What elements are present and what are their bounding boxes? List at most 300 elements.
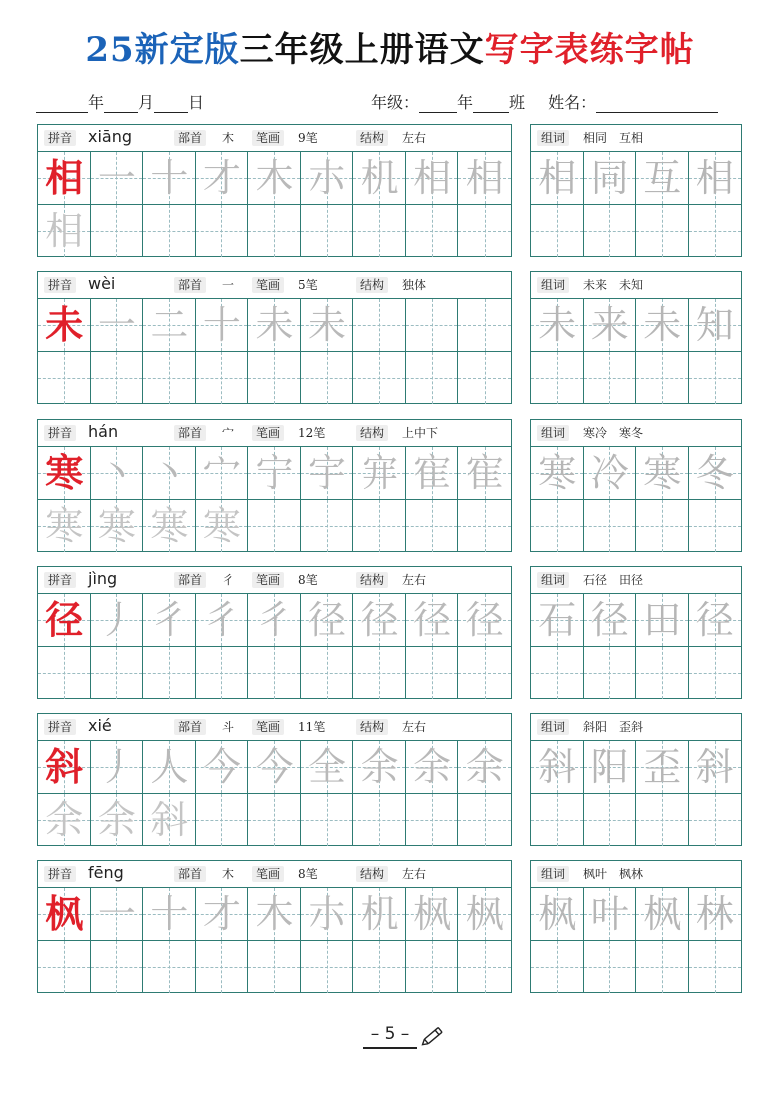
- structure-value: 独体: [402, 278, 427, 292]
- character-info-bar: [38, 420, 511, 447]
- practice-grid-cell[interactable]: [38, 941, 91, 993]
- stroke-order-step: 寉: [465, 451, 504, 495]
- word-card: [530, 860, 742, 993]
- trace-character: 寒: [97, 504, 136, 548]
- grid-guide-v: [432, 299, 433, 351]
- name-label: 姓名：: [548, 93, 597, 112]
- grid-guide-v: [432, 352, 433, 404]
- practice-grid-cell[interactable]: [91, 647, 144, 699]
- practice-grid-cell[interactable]: [196, 794, 249, 846]
- character-info-bar: [38, 272, 511, 299]
- practice-grid-cell[interactable]: [143, 941, 196, 993]
- pinyin-value: wèi: [88, 274, 116, 293]
- grid-guide-v: [715, 205, 716, 257]
- grid-guide-v: [485, 794, 486, 846]
- practice-grid-cell[interactable]: [406, 941, 459, 993]
- stroke-order-step: 未: [255, 303, 294, 347]
- grid-guide-v: [557, 205, 558, 257]
- character-card: [37, 419, 512, 552]
- grid-guide-v: [379, 352, 380, 404]
- grid-guide-v: [432, 647, 433, 699]
- title-grade: 三年级上册语文: [239, 30, 485, 70]
- strokes-label: 笔画: [252, 425, 284, 441]
- word-trace-character: 相: [538, 156, 577, 200]
- word-trace-character: 歪: [643, 745, 682, 789]
- word-grid-cell[interactable]: [531, 205, 584, 257]
- stroke-order-step: 一: [97, 303, 136, 347]
- word-card: [530, 713, 742, 846]
- stroke-order-step: 彳: [255, 598, 294, 642]
- stroke-order-step: 朩: [308, 892, 347, 936]
- practice-grid-cell[interactable]: [196, 647, 249, 699]
- practice-grid-cell[interactable]: [301, 352, 354, 404]
- stroke-order-step: 径: [308, 598, 347, 642]
- radical-label: 部首: [174, 866, 206, 882]
- stroke-order-step: 寉: [413, 451, 452, 495]
- pinyin-label: 拼音: [44, 572, 76, 588]
- structure-value: 上中下: [402, 426, 439, 440]
- practice-row: [38, 647, 511, 699]
- pencil-icon: [420, 1024, 448, 1046]
- stroke-order-step: 丿: [97, 745, 136, 789]
- strokes-label: 笔画: [252, 572, 284, 588]
- word-grid-cell[interactable]: [584, 205, 637, 257]
- structure-value: 左右: [402, 573, 427, 587]
- stroke-order-step: 二: [150, 303, 189, 347]
- stroke-order-step: 机: [360, 892, 399, 936]
- radical-label: 部首: [174, 572, 206, 588]
- stroke-order-step: 彳: [150, 598, 189, 642]
- stroke-order-step: 相: [465, 156, 504, 200]
- word-grid-cell[interactable]: [636, 941, 689, 993]
- practice-grid-cell[interactable]: [38, 352, 91, 404]
- structure-label: 结构: [356, 130, 388, 146]
- practice-grid-cell[interactable]: [458, 205, 511, 257]
- word-trace-character: 石: [538, 598, 577, 642]
- grid-guide-v: [432, 794, 433, 846]
- practice-grid-cell[interactable]: [406, 205, 459, 257]
- grid-guide-v: [662, 941, 663, 993]
- grid-guide-v: [64, 647, 65, 699]
- word-info-bar: [531, 714, 741, 741]
- page-number: – 5 –: [363, 1024, 418, 1049]
- word-trace-character: 来: [590, 303, 629, 347]
- word-trace-character: 斜: [695, 745, 734, 789]
- title-type: 写字表练字帖: [484, 30, 695, 70]
- stroke-order-step: 彳: [202, 598, 241, 642]
- practice-grid-cell[interactable]: [248, 205, 301, 257]
- word-trace-character: 径: [695, 598, 734, 642]
- practice-grid-cell[interactable]: [301, 941, 354, 993]
- word-trace-character: 枫: [643, 892, 682, 936]
- grid-guide-v: [557, 647, 558, 699]
- practice-grid-cell[interactable]: [406, 794, 459, 846]
- words-label: 组词: [537, 130, 569, 146]
- practice-grid-cell[interactable]: [458, 941, 511, 993]
- word-info-bar: [531, 272, 741, 299]
- grid-guide-v: [327, 352, 328, 404]
- words-label: 组词: [537, 425, 569, 441]
- class-blank[interactable]: [473, 96, 509, 113]
- character-card: [37, 860, 512, 993]
- word-trace-character: 田: [643, 598, 682, 642]
- radical-label: 部首: [174, 277, 206, 293]
- month-label: 月: [138, 93, 155, 112]
- words-value: 寒冷 寒冬: [583, 426, 644, 440]
- stroke-order-step: 余: [360, 745, 399, 789]
- practice-grid-cell[interactable]: [406, 299, 459, 351]
- grid-guide-v: [379, 500, 380, 552]
- stroke-order-step: 今: [255, 745, 294, 789]
- stroke-order-step: 十: [202, 303, 241, 347]
- grid-guide-v: [274, 205, 275, 257]
- character-card: [37, 271, 512, 404]
- practice-grid-cell[interactable]: [353, 500, 406, 552]
- grade-label: 年级：: [371, 93, 420, 112]
- page-footer: [0, 1024, 780, 1049]
- word-grid-cell[interactable]: [584, 794, 637, 846]
- practice-grid-cell[interactable]: [196, 352, 249, 404]
- stroke-order-step: 今: [202, 745, 241, 789]
- word-grid-cell[interactable]: [531, 647, 584, 699]
- strokes-label: 笔画: [252, 277, 284, 293]
- stroke-order-step: 余: [413, 745, 452, 789]
- grid-guide-v: [379, 941, 380, 993]
- grid-guide-v: [609, 794, 610, 846]
- practice-grid-cell[interactable]: [248, 941, 301, 993]
- word-grid-cell[interactable]: [636, 500, 689, 552]
- practice-grid-cell[interactable]: [301, 647, 354, 699]
- practice-grid-cell[interactable]: [353, 299, 406, 351]
- grid-guide-v: [327, 205, 328, 257]
- word-card: [530, 124, 742, 257]
- stroke-order-step: 十: [150, 156, 189, 200]
- practice-grid-cell[interactable]: [353, 794, 406, 846]
- structure-label: 结构: [356, 425, 388, 441]
- grid-guide-v: [327, 647, 328, 699]
- practice-grid-cell[interactable]: [248, 500, 301, 552]
- grid-guide-v: [327, 794, 328, 846]
- grid-guide-v: [327, 500, 328, 552]
- practice-grid-cell[interactable]: [91, 941, 144, 993]
- grid-guide-v: [221, 941, 222, 993]
- model-character: 相: [45, 155, 84, 200]
- pinyin-value: jìng: [88, 569, 118, 588]
- pinyin-value: xié: [88, 716, 112, 735]
- structure-label: 结构: [356, 572, 388, 588]
- practice-grid-cell[interactable]: [458, 500, 511, 552]
- practice-grid-cell[interactable]: [406, 647, 459, 699]
- stroke-order-step: 径: [360, 598, 399, 642]
- stroke-order-step: 宑: [360, 451, 399, 495]
- grid-guide-v: [379, 205, 380, 257]
- words-value: 枫叶 枫林: [583, 867, 644, 881]
- name-blank[interactable]: [596, 96, 718, 113]
- stroke-order-step: 未: [308, 303, 347, 347]
- pinyin-value: fēng: [88, 863, 124, 882]
- grid-guide-v: [116, 647, 117, 699]
- pinyin-value: xiāng: [88, 127, 133, 146]
- practice-row: [38, 352, 511, 404]
- words-label: 组词: [537, 277, 569, 293]
- word-grid-cell[interactable]: [531, 500, 584, 552]
- word-trace-character: 寒: [643, 451, 682, 495]
- stroke-order-step: 丶: [97, 451, 136, 495]
- pinyin-label: 拼音: [44, 425, 76, 441]
- word-card: [530, 566, 742, 699]
- character-card: [37, 713, 512, 846]
- word-grid-cell[interactable]: [531, 941, 584, 993]
- structure-label: 结构: [356, 719, 388, 735]
- practice-grid-cell[interactable]: [248, 352, 301, 404]
- practice-grid-cell[interactable]: [458, 647, 511, 699]
- grid-guide-v: [609, 647, 610, 699]
- trace-character: 寒: [202, 504, 241, 548]
- model-character: 寒: [45, 450, 84, 495]
- practice-grid-cell[interactable]: [196, 205, 249, 257]
- trace-character: 相: [45, 209, 84, 253]
- grid-guide-v: [557, 794, 558, 846]
- grid-guide-v: [379, 299, 380, 351]
- practice-grid-cell[interactable]: [353, 941, 406, 993]
- radical-value: 一: [222, 278, 235, 292]
- word-grid-cell[interactable]: [584, 647, 637, 699]
- practice-grid-cell[interactable]: [91, 205, 144, 257]
- practice-grid-cell[interactable]: [353, 647, 406, 699]
- word-grid-cell[interactable]: [689, 941, 742, 993]
- practice-grid-cell[interactable]: [38, 647, 91, 699]
- grade-blank[interactable]: [419, 96, 457, 113]
- word-trace-character: 寒: [538, 451, 577, 495]
- practice-grid-cell[interactable]: [458, 794, 511, 846]
- pinyin-label: 拼音: [44, 130, 76, 146]
- structure-value: 左右: [402, 867, 427, 881]
- grid-guide-v: [274, 647, 275, 699]
- word-grid-cell[interactable]: [584, 941, 637, 993]
- character-card: [37, 124, 512, 257]
- stroke-order-step: 丶: [150, 451, 189, 495]
- word-grid-cell[interactable]: [636, 794, 689, 846]
- character-info-bar: [38, 125, 511, 152]
- stroke-order-step: 一: [97, 892, 136, 936]
- grid-guide-v: [432, 941, 433, 993]
- grid-guide-v: [116, 205, 117, 257]
- grid-guide-v: [557, 941, 558, 993]
- practice-grid-cell[interactable]: [248, 794, 301, 846]
- word-trace-character: 未: [538, 303, 577, 347]
- grid-guide-v: [609, 941, 610, 993]
- character-info-bar: [38, 861, 511, 888]
- words-value: 未来 未知: [583, 278, 644, 292]
- stroke-order-step: 一: [97, 156, 136, 200]
- word-grid-cell[interactable]: [689, 500, 742, 552]
- day-blank[interactable]: [154, 96, 188, 113]
- word-grid-cell[interactable]: [636, 647, 689, 699]
- words-value: 石径 田径: [583, 573, 644, 587]
- grid-guide-v: [715, 647, 716, 699]
- strokes-value: 5笔: [298, 278, 318, 292]
- practice-grid-cell[interactable]: [143, 352, 196, 404]
- title-edition: 25新定版: [85, 30, 240, 70]
- stroke-order-step: 十: [150, 892, 189, 936]
- word-trace-character: 冷: [590, 451, 629, 495]
- practice-grid-cell[interactable]: [301, 205, 354, 257]
- word-trace-character: 同: [590, 156, 629, 200]
- grid-guide-v: [432, 205, 433, 257]
- word-grid-cell[interactable]: [689, 647, 742, 699]
- grade-year-label: 年: [457, 93, 474, 112]
- grid-guide-v: [557, 352, 558, 404]
- word-row: [531, 205, 741, 257]
- grid-guide-v: [116, 941, 117, 993]
- grid-guide-v: [274, 794, 275, 846]
- radical-label: 部首: [174, 425, 206, 441]
- word-grid-cell[interactable]: [636, 352, 689, 404]
- stroke-order-step: 人: [150, 745, 189, 789]
- grid-guide-v: [485, 205, 486, 257]
- word-grid-cell[interactable]: [584, 500, 637, 552]
- word-grid-cell[interactable]: [636, 205, 689, 257]
- model-character: 未: [45, 302, 84, 347]
- stroke-order-step: 宀: [202, 451, 241, 495]
- practice-grid-cell[interactable]: [301, 500, 354, 552]
- practice-grid-cell[interactable]: [91, 352, 144, 404]
- pinyin-label: 拼音: [44, 866, 76, 882]
- stroke-order-step: 才: [202, 156, 241, 200]
- word-info-bar: [531, 861, 741, 888]
- word-row: [531, 647, 741, 699]
- month-blank[interactable]: [104, 96, 138, 113]
- grid-guide-v: [662, 647, 663, 699]
- stroke-order-step: 才: [202, 892, 241, 936]
- word-trace-character: 林: [695, 892, 734, 936]
- info-line: [36, 90, 740, 110]
- radical-label: 部首: [174, 130, 206, 146]
- radical-value: 斗: [222, 720, 235, 734]
- grid-guide-v: [274, 500, 275, 552]
- grid-guide-v: [64, 352, 65, 404]
- grid-guide-v: [715, 941, 716, 993]
- practice-grid-cell[interactable]: [353, 352, 406, 404]
- word-trace-character: 斜: [538, 745, 577, 789]
- stroke-order-step: 枫: [413, 892, 452, 936]
- day-label: 日: [188, 93, 205, 112]
- practice-grid-cell[interactable]: [353, 205, 406, 257]
- model-character: 斜: [45, 744, 84, 789]
- grid-guide-v: [432, 500, 433, 552]
- strokes-value: 8笔: [298, 573, 318, 587]
- grid-guide-v: [379, 794, 380, 846]
- word-grid-cell[interactable]: [531, 794, 584, 846]
- grid-guide-v: [609, 500, 610, 552]
- word-trace-character: 冬: [695, 451, 734, 495]
- practice-grid-cell[interactable]: [143, 647, 196, 699]
- practice-row: [38, 205, 511, 257]
- words-label: 组词: [537, 866, 569, 882]
- grid-guide-v: [662, 205, 663, 257]
- grid-guide-v: [485, 352, 486, 404]
- trace-character: 寒: [45, 504, 84, 548]
- stroke-order-step: 径: [413, 598, 452, 642]
- grid-guide-v: [327, 941, 328, 993]
- grid-guide-v: [116, 352, 117, 404]
- grid-guide-v: [221, 352, 222, 404]
- stroke-order-step: 木: [255, 156, 294, 200]
- stroke-order-step: 丿: [97, 598, 136, 642]
- word-grid-cell[interactable]: [689, 794, 742, 846]
- radical-value: 木: [222, 867, 235, 881]
- word-trace-character: 未: [643, 303, 682, 347]
- grid-guide-v: [609, 352, 610, 404]
- grid-guide-v: [662, 794, 663, 846]
- word-grid-cell[interactable]: [689, 352, 742, 404]
- practice-grid-cell[interactable]: [406, 500, 459, 552]
- stroke-order-step: 机: [360, 156, 399, 200]
- practice-grid-cell[interactable]: [458, 299, 511, 351]
- practice-grid-cell[interactable]: [143, 205, 196, 257]
- grid-guide-v: [221, 794, 222, 846]
- date-fields: [36, 90, 204, 113]
- strokes-label: 笔画: [252, 130, 284, 146]
- grid-guide-v: [662, 500, 663, 552]
- pinyin-label: 拼音: [44, 719, 76, 735]
- grid-guide-v: [64, 941, 65, 993]
- trace-character: 余: [97, 798, 136, 842]
- strokes-value: 12笔: [298, 426, 326, 440]
- word-grid-cell[interactable]: [689, 205, 742, 257]
- word-info-bar: [531, 420, 741, 447]
- year-blank[interactable]: [36, 96, 88, 113]
- grid-guide-v: [715, 794, 716, 846]
- radical-value: 宀: [222, 426, 235, 440]
- grid-guide-v: [485, 500, 486, 552]
- word-trace-character: 枫: [538, 892, 577, 936]
- practice-grid-cell[interactable]: [458, 352, 511, 404]
- grid-guide-v: [662, 352, 663, 404]
- grid-guide-v: [557, 500, 558, 552]
- word-row: [531, 941, 741, 993]
- practice-grid-cell[interactable]: [301, 794, 354, 846]
- word-grid-cell[interactable]: [531, 352, 584, 404]
- character-info-bar: [38, 567, 511, 594]
- stroke-order-step: 径: [465, 598, 504, 642]
- strokes-value: 9笔: [298, 131, 318, 145]
- grid-guide-v: [274, 941, 275, 993]
- strokes-label: 笔画: [252, 866, 284, 882]
- word-trace-character: 相: [695, 156, 734, 200]
- stroke-order-step: 宁: [255, 451, 294, 495]
- word-grid-cell[interactable]: [584, 352, 637, 404]
- model-character: 枫: [45, 891, 84, 936]
- character-info-bar: [38, 714, 511, 741]
- practice-grid-cell[interactable]: [406, 352, 459, 404]
- word-info-bar: [531, 125, 741, 152]
- practice-grid-cell[interactable]: [196, 941, 249, 993]
- model-character: 径: [45, 597, 84, 642]
- student-fields: [371, 90, 718, 113]
- word-row: [531, 500, 741, 552]
- words-value: 斜阳 歪斜: [583, 720, 644, 734]
- structure-label: 结构: [356, 866, 388, 882]
- word-trace-character: 阳: [590, 745, 629, 789]
- radical-value: 木: [222, 131, 235, 145]
- practice-row: [38, 941, 511, 993]
- pinyin-value: hán: [88, 422, 119, 441]
- practice-grid-cell[interactable]: [248, 647, 301, 699]
- radical-value: 彳: [222, 573, 235, 587]
- trace-character: 寒: [150, 504, 189, 548]
- grid-guide-v: [485, 647, 486, 699]
